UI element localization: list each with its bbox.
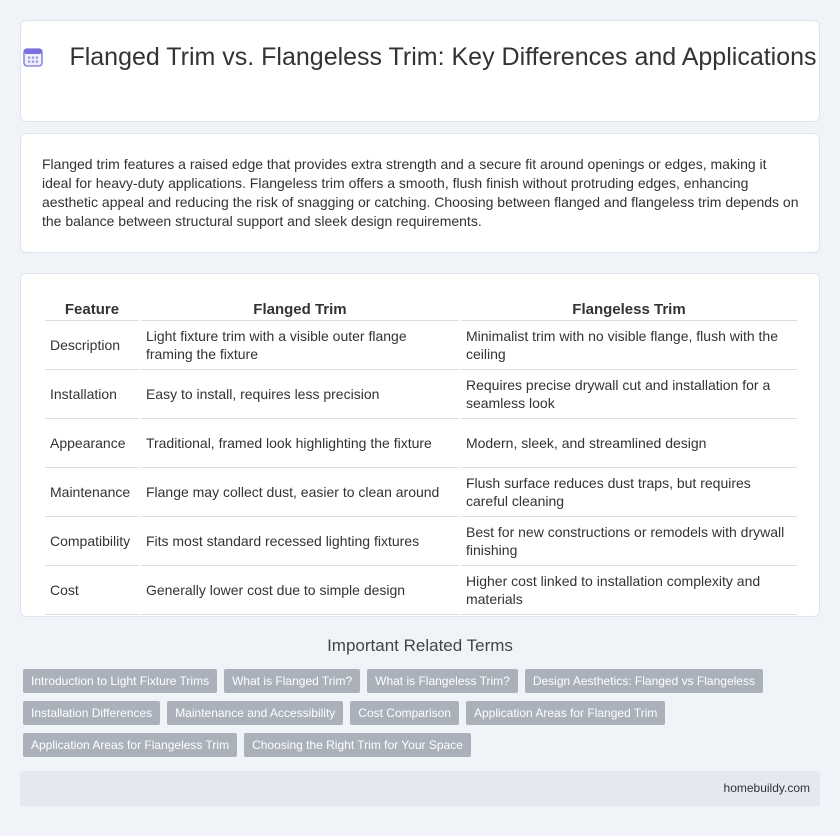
title-card xyxy=(20,20,820,122)
comparison-table-card xyxy=(20,273,820,617)
table-row xyxy=(45,419,797,468)
tag-choosing-the-right-trim[interactable]: Choosing the Right Trim for Your Space xyxy=(244,733,471,757)
row-flangeless: Modern, sleek, and streamlined design xyxy=(461,419,797,468)
row-feature: Description xyxy=(45,321,139,370)
row-feature: Compatibility xyxy=(45,517,139,566)
tag-introduction-to-light-fixture-trims[interactable]: Introduction to Light Fixture Trims xyxy=(23,669,217,693)
tag-what-is-flangeless-trim[interactable]: What is Flangeless Trim? xyxy=(367,669,518,693)
row-flangeless: Minimalist trim with no visible flange, flush with the ceiling xyxy=(461,321,797,370)
tag-design-aesthetics[interactable]: Design Aesthetics: Flanged vs Flangeless xyxy=(525,669,763,693)
row-flanged: Flange may collect dust, easier to clean around xyxy=(141,468,459,517)
row-flangeless: Best for new constructions or remodels with drywall finishing xyxy=(461,517,797,566)
intro-paragraph: Flanged trim features a raised edge that provides extra strength and a secure fit around openings or edges, making it ideal for heavy-duty applications. Flangeless trim offers a smooth, flush finish without protruding edges, enhancing aesthetic appeal and reducing the risk of snagging or catching. Choosing between flanged and flangeless trim depends on the balance between structural support and sleek design requirements. xyxy=(42,156,799,229)
row-feature: Appearance xyxy=(45,419,139,468)
row-flanged: Easy to install, requires less precision xyxy=(141,370,459,419)
table-row xyxy=(45,321,797,370)
comparison-table xyxy=(43,295,799,615)
header-flangeless-trim: Flangeless Trim xyxy=(461,295,797,321)
table-row xyxy=(45,517,797,566)
table-row xyxy=(45,566,797,615)
related-terms-title: Important Related Terms xyxy=(327,636,513,655)
tag-application-areas-flanged[interactable]: Application Areas for Flanged Trim xyxy=(466,701,665,725)
footer xyxy=(20,771,820,806)
header-flanged-trim: Flanged Trim xyxy=(141,295,459,321)
table-row xyxy=(45,468,797,517)
table-header-row xyxy=(45,295,797,321)
table-row xyxy=(45,370,797,419)
intro-card xyxy=(20,133,820,253)
related-terms-list xyxy=(23,669,813,757)
calendar-icon xyxy=(23,47,43,67)
row-flanged: Generally lower cost due to simple design xyxy=(141,566,459,615)
row-flanged: Light fixture trim with a visible outer flange framing the fixture xyxy=(141,321,459,370)
row-feature: Cost xyxy=(45,566,139,615)
header-feature: Feature xyxy=(45,295,139,321)
row-feature: Installation xyxy=(45,370,139,419)
tag-cost-comparison[interactable]: Cost Comparison xyxy=(350,701,459,725)
row-flangeless: Flush surface reduces dust traps, but requires careful cleaning xyxy=(461,468,797,517)
footer-site-link[interactable]: homebuildy.com xyxy=(723,781,810,795)
row-flanged: Fits most standard recessed lighting fixtures xyxy=(141,517,459,566)
page-title: Flanged Trim vs. Flangeless Trim: Key Differences and Applications xyxy=(69,43,817,71)
tag-what-is-flanged-trim[interactable]: What is Flanged Trim? xyxy=(224,669,360,693)
row-flanged: Traditional, framed look highlighting the fixture xyxy=(141,419,459,468)
tag-application-areas-flangeless[interactable]: Application Areas for Flangeless Trim xyxy=(23,733,237,757)
tag-installation-differences[interactable]: Installation Differences xyxy=(23,701,160,725)
row-feature: Maintenance xyxy=(45,468,139,517)
row-flangeless: Requires precise drywall cut and installation for a seamless look xyxy=(461,370,797,419)
tag-maintenance-and-accessibility[interactable]: Maintenance and Accessibility xyxy=(167,701,343,725)
row-flangeless: Higher cost linked to installation complexity and materials xyxy=(461,566,797,615)
page-title-wrap xyxy=(21,43,819,72)
